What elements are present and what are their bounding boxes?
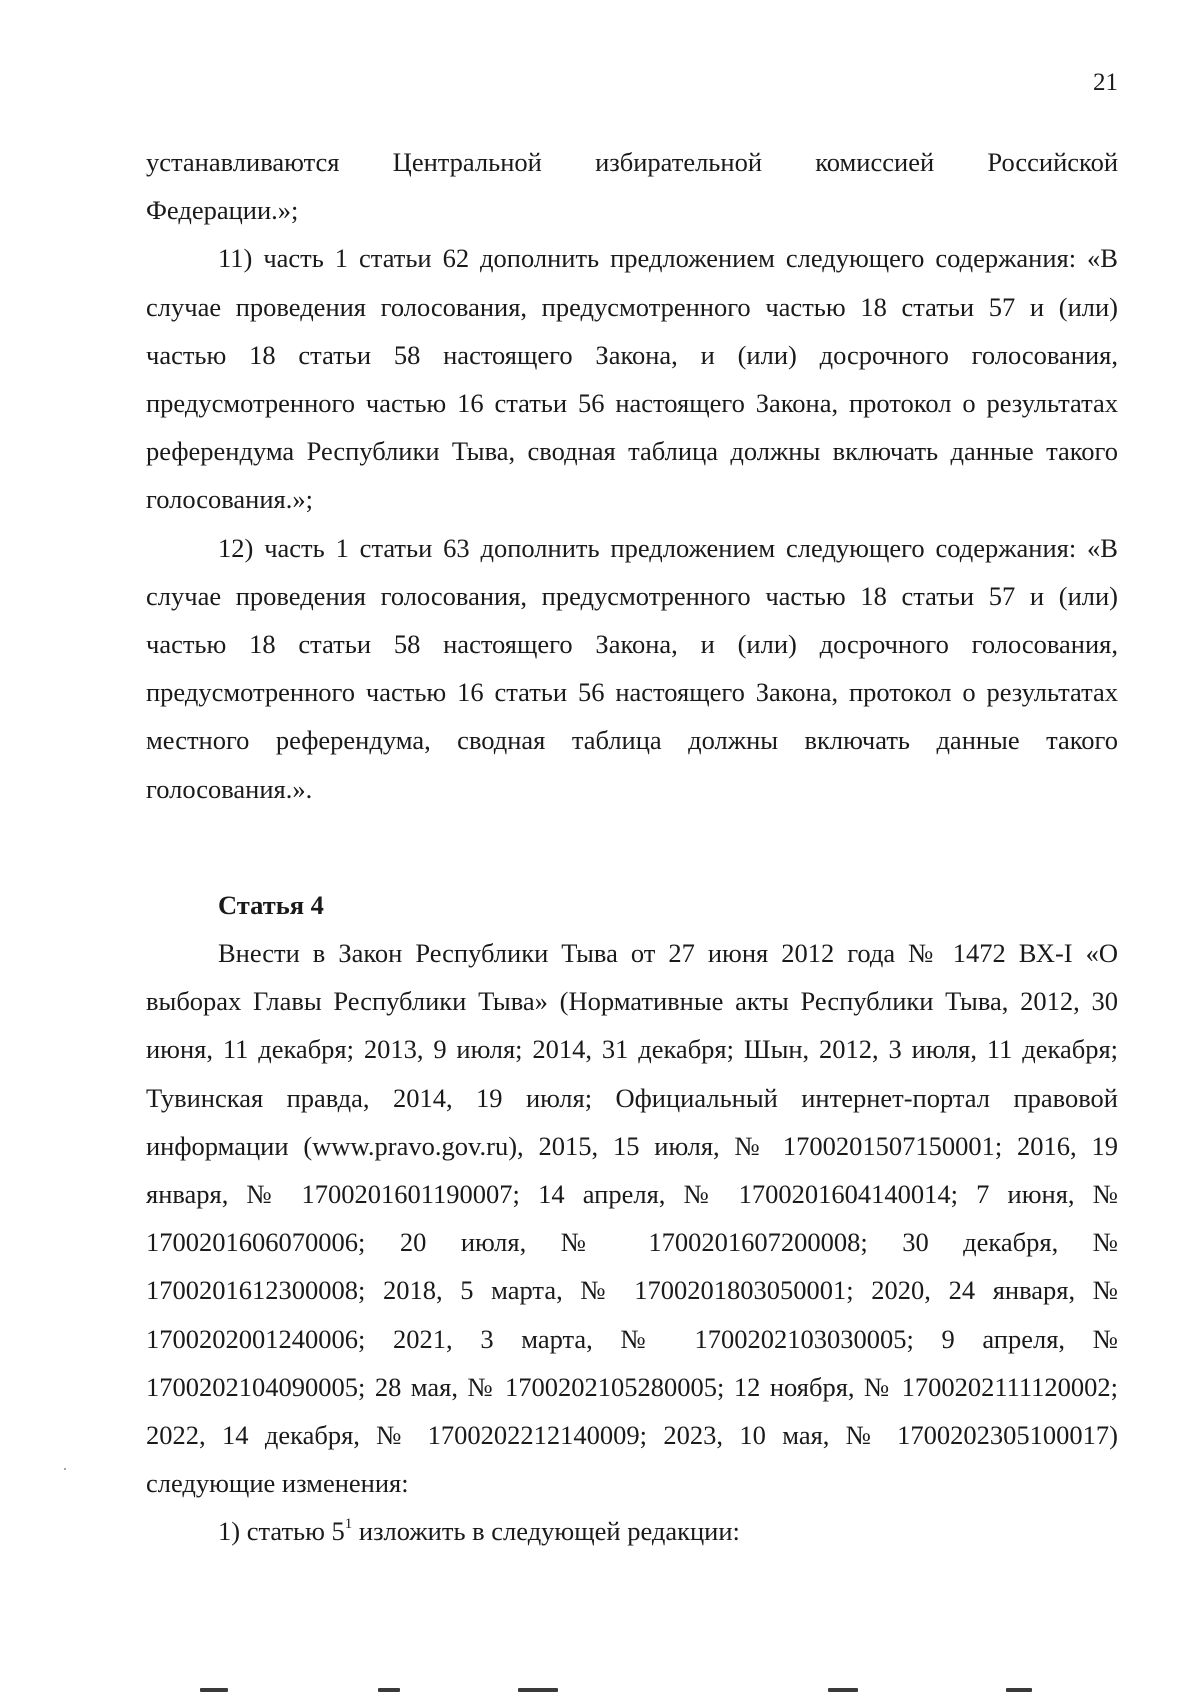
item-1-text-end: изложить в следующей редакции:: [352, 1516, 740, 1547]
paragraph-continuation-line: устанавливаются Центральной избирательной комиссией Российской: [146, 147, 1118, 177]
amendment-item-12: 12) часть 1 статьи 63 дополнить предложением следующего содержания: «В случае проведения голосования, предусмотренного частью 18 статьи 57 и (или) частью 18 статьи 58 настоящего Закона, и (или) досрочного голосования, предусмотренного частью 16 статьи 56 настоящего Закона, протокол о результатах местного референдума, сводная таблица должны включать данные такого голосования.».: [146, 532, 1118, 804]
page-number: 21: [1093, 69, 1118, 96]
amendment-item-1: [146, 1507, 1118, 1555]
article-4-intro-paragraph: Внести в Закон Республики Тыва от 27 июня 2012 года № 1472 ВХ-I «О выборах Главы Республики Тыва» (Нормативные акты Республики Тыва, 2012, 30 июня, 11 декабря; 2013, 9 июля; 2014, 31 декабря; Шын, 2012, 3 июля, 11 декабря; Тувинская правда, 2014, 19 июля; Официальный интернет-портал правовой информации (www.pravo.gov.ru), 2015, 15 июля, № 1700201507150001; 2016, 19 января, № 1700201601190007; 14 апреля, № 1700201604140014; 7 июня, № 1700201606070006; 20 июля, № 1700201607200008; 30 декабря, № 1700201612300008; 2018, 5 марта, № 1700201803050001; 2020, 24 января, № 1700202001240006; 2021, 3 марта, № 1700202103030005; 9 апреля, № 1700202104090005; 28 мая, № 1700202105280005; 12 ноября, № 1700202111120002; 2022, 14 декабря, № 1700202212140009; 2023, 10 мая, № 1700202305100017) следующие изменения:: [146, 938, 1118, 1499]
section-spacer: [146, 813, 1118, 881]
scan-speck: [64, 1468, 66, 1470]
paragraph-continuation-end: Федерации.»;: [146, 195, 299, 226]
amendment-item-11: 11) часть 1 статьи 62 дополнить предложением следующего содержания: «В случае проведения голосования, предусмотренного частью 18 статьи 57 и (или) частью 18 статьи 58 настоящего Закона, и (или) досрочного голосования, предусмотренного частью 16 статьи 56 настоящего Закона, протокол о результатах референдума Республики Тыва, сводная таблица должны включать данные такого голосования.»;: [146, 243, 1118, 515]
article-superscript: 1: [344, 1515, 353, 1532]
cut-off-next-line: [146, 1684, 1118, 1697]
item-1-text-start: 1) статью 5: [218, 1516, 345, 1547]
article-heading: Статья 4: [218, 889, 324, 920]
document-body: [146, 138, 1118, 1556]
